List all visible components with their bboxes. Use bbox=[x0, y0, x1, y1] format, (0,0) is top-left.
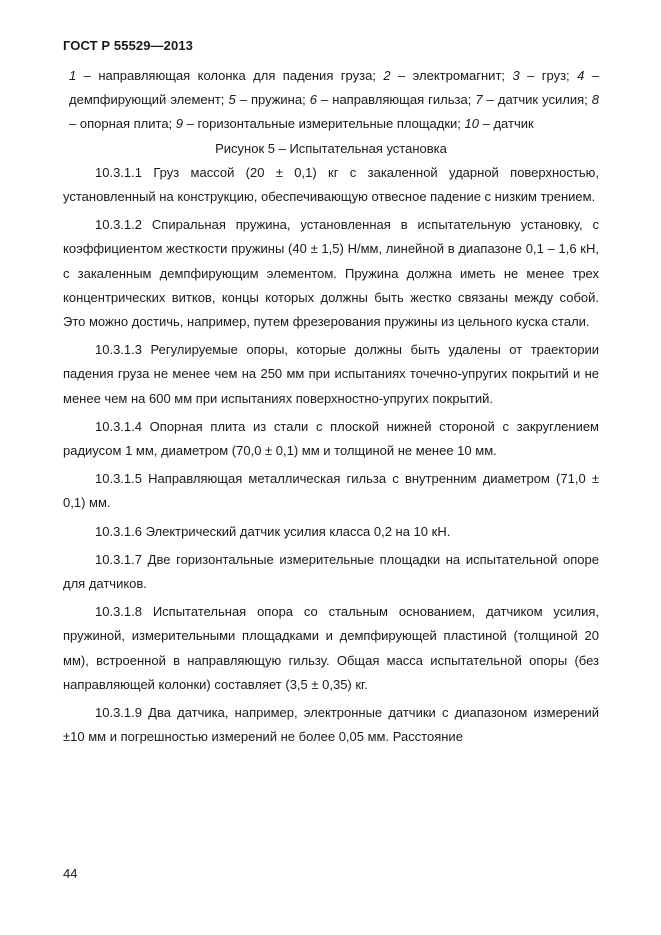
paragraph-10-3-1-1: 10.3.1.1 Груз массой (20 ± 0,1) кг с закаленной ударной поверхностью, установленный на конструкцию, обеспечивающую отвесное падение с низким трением. bbox=[63, 164, 599, 205]
legend-number: 10 bbox=[464, 116, 479, 132]
legend-item bbox=[512, 68, 577, 83]
figure-caption: Рисунок 5 – Испытательная установка bbox=[215, 140, 447, 156]
legend-item bbox=[69, 68, 383, 83]
paragraph-10-3-1-4: 10.3.1.4 Опорная плита из стали с плоской нижней стороной с закруглением радиусом 1 мм, диаметром (70,0 ± 0,1) мм и толщиной не менее 10 мм. bbox=[63, 418, 599, 459]
paragraph-10-3-1-8: 10.3.1.8 Испытательная опора со стальным основанием, датчиком усилия, пружиной, измерительными площадками и демпфирующей пластиной (толщиной 20 мм), встроенной в направляющую гильзу. Общая масса испытательной опоры (без направляющей колонки) составляет (3,5 ± 0,35) кг. bbox=[63, 604, 599, 692]
legend-text: – опорная плита; bbox=[69, 116, 176, 132]
legend-number: 3 bbox=[512, 68, 520, 83]
legend-number: 7 bbox=[475, 92, 483, 108]
legend-text: – груз; bbox=[519, 68, 578, 83]
legend-number: 8 bbox=[591, 92, 599, 108]
legend-item bbox=[310, 92, 476, 107]
legend-number: 2 bbox=[383, 68, 391, 83]
legend-number: 4 bbox=[577, 68, 585, 83]
legend-number: 6 bbox=[309, 92, 317, 108]
legend-number: 5 bbox=[228, 92, 236, 108]
legend-item bbox=[383, 68, 512, 83]
paragraph-10-3-1-7: 10.3.1.7 Две горизонтальные измерительные площадки на испытательной опоре для датчиков. bbox=[63, 551, 599, 592]
legend-text: – электромагнит; bbox=[390, 68, 513, 83]
legend-item bbox=[176, 116, 465, 131]
document-header: ГОСТ Р 55529—2013 bbox=[63, 38, 193, 53]
page-number: 44 bbox=[63, 866, 78, 881]
legend-text: – направляющая колонка для падения груза; bbox=[76, 68, 384, 83]
legend-text: – направляющая гильза; bbox=[316, 92, 476, 108]
legend-number: 1 bbox=[69, 68, 77, 83]
legend-item bbox=[475, 92, 591, 107]
legend-item bbox=[228, 92, 309, 107]
paragraph-10-3-1-5: 10.3.1.5 Направляющая металлическая гильза с внутренним диаметром (71,0 ± 0,1) мм. bbox=[63, 471, 599, 511]
legend-text: – пружина; bbox=[235, 92, 310, 108]
legend-text: – демпфирующий элемент; bbox=[69, 68, 599, 108]
legend-text: – датчик усилия; bbox=[482, 92, 592, 108]
legend-item bbox=[465, 116, 534, 131]
paragraph-10-3-1-9: 10.3.1.9 Два датчика, например, электронные датчики с диапазоном измерений ±10 мм и погрешностью измерений не более 0,05 мм. Расстояние bbox=[63, 705, 599, 745]
figure-legend bbox=[63, 64, 599, 137]
paragraph-10-3-1-2: 10.3.1.2 Спиральная пружина, установленная в испытательную установку, с коэффициентом жесткости пружины (40 ± 1,5) Н/мм, линейной в диапазоне 0,1 – 1,6 кН, с закаленным демпфирующим элементом. Пружина должна иметь не менее трех концентрических витков, концы которых должны быть жестко связаны между собой. Это можно достичь, например, путем фрезерования пружины из цельного куска стали. bbox=[63, 217, 599, 330]
paragraph-10-3-1-6: 10.3.1.6 Электрический датчик усилия класса 0,2 на 10 кН. bbox=[95, 523, 451, 539]
paragraph-10-3-1-3: 10.3.1.3 Регулируемые опоры, которые должны быть удалены от траектории падения груза не менее чем на 250 мм при испытаниях точечно-упругих покрытий и не менее чем на 600 мм при испытаниях поверхностно-упругих покрытий. bbox=[63, 342, 599, 406]
page-content bbox=[63, 64, 599, 753]
legend-text: – датчик bbox=[479, 116, 534, 132]
legend-number: 9 bbox=[175, 116, 184, 132]
legend-text: – горизонтальные измерительные площадки; bbox=[183, 116, 465, 132]
